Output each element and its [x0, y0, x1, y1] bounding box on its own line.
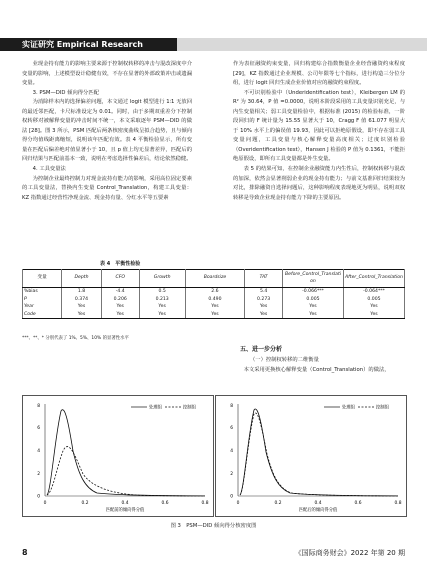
x-tick-label: 0.6: [354, 501, 362, 506]
table-row: [23, 311, 405, 319]
density-svg-before: [23, 396, 213, 516]
table-cell: Yes: [344, 303, 405, 311]
table-cell: 0.213: [139, 296, 185, 304]
curve-treated-after: [240, 409, 398, 496]
table-cell: 0.005: [344, 296, 405, 304]
curve-control-before: [47, 447, 205, 496]
table-cell: Yes: [185, 311, 245, 319]
table-cell: %bias: [23, 288, 62, 296]
table-cell: Yes: [283, 303, 344, 311]
y-tick-label: 2: [37, 472, 40, 477]
table-cell: -0.064***: [344, 288, 405, 296]
table-cell: 5.4: [245, 288, 283, 296]
table-cell: Code: [23, 311, 62, 319]
y-tick-label: 0: [230, 494, 233, 500]
table-cell: 2.6: [185, 288, 245, 296]
table-cell: Yes: [245, 311, 283, 319]
right-column: [233, 60, 405, 203]
y-tick-label: 4: [230, 449, 233, 454]
x-tick-label: 0.4: [314, 501, 322, 506]
curve-control-after: [240, 413, 398, 496]
table-cell: 0.490: [185, 296, 245, 304]
y-tick-label: 2: [230, 472, 233, 477]
table-cell: Yes: [344, 311, 405, 319]
x-tick-label: 0: [236, 501, 240, 506]
right-para-3: 表 5 的结果可知，在控制企业融资能力内生性后，控制权转移与混改的加深，依然会显著削弱企业的现金持有能力；与前文基准回归结果较为对比，排除融资自选择问题后，这种影响程度表现地更为明显，说明双权转移是导致企业现金持有能力下降的主要原因。: [233, 166, 405, 201]
table-cell: Yes: [101, 303, 139, 311]
table-cell: -0.066***: [283, 288, 344, 296]
left-subtitle-iv: 4. 工具变量法: [32, 166, 66, 173]
table-cell: 0.5: [139, 288, 185, 296]
table-cell: 0.273: [245, 296, 283, 304]
table-header: Before_Control_Translation: [283, 270, 344, 288]
curve-treated-before: [47, 410, 205, 496]
table-note: ***、**、* 分别代表了 1%、5%、10% 的显著性水平: [22, 336, 129, 341]
density-plot-before: [22, 395, 214, 517]
section-para-text: 本文采用更换核心解释变量（Control_Translation）的做法，: [243, 367, 390, 373]
left-subtitle-psm: 3. PSM—DID 倾向得分匹配: [32, 89, 99, 96]
table-row: [23, 288, 405, 296]
table-row: [23, 303, 405, 311]
section-subheading: （一）控制权转移的二维衡量: [250, 357, 319, 363]
table-cell: Yes: [101, 311, 139, 319]
table-cell: P: [23, 296, 62, 304]
table-cell: Yes: [185, 303, 245, 311]
section-label: 实证研究 Empirical Research: [22, 40, 143, 49]
table-header: CFO: [101, 270, 139, 288]
density-plot-after: [215, 395, 407, 517]
figure-caption: 图 3 PSM—DID 倾向得分核密度图: [170, 523, 257, 529]
x-tick-label: 0.8: [201, 501, 209, 506]
journal-name: 《国际商务财会》2022 年第 20 期: [294, 549, 405, 557]
x-tick-label: 0.4: [121, 501, 129, 506]
x-tick-label: 0.6: [161, 501, 169, 506]
y-tick-label: 8: [37, 404, 40, 409]
table-cell: Yes: [139, 311, 185, 319]
left-column: [22, 60, 192, 203]
table-caption: 表 4 平衡性检验: [100, 261, 141, 267]
left-para-3: 为控制企业最终控制力对现金流持有能力的影响，采用高位固定要素的工具变量法，替换内生变量 Control_Translation，构建工具变量：KZ 指数通过经营性净现金流、现金持有量、分红水平等五要素: [22, 175, 192, 201]
y-tick-label: 4: [37, 449, 40, 454]
table-header-row: [23, 270, 405, 288]
x-tick-label: 0.2: [81, 501, 89, 506]
x-axis-label: 匹配前的倾向得分值: [105, 508, 145, 513]
table-cell: 0.005: [283, 296, 344, 304]
y-tick-label: 6: [37, 426, 40, 431]
y-tick-label: 0: [37, 494, 40, 500]
table-cell: Year: [23, 303, 62, 311]
table-cell: Yes: [62, 311, 102, 319]
table-cell: Yes: [245, 303, 283, 311]
legend-label: 控制组: [376, 405, 389, 411]
x-tick-label: 0.2: [274, 501, 282, 506]
table-header: Boardsize: [185, 270, 245, 288]
table-header: Growth: [139, 270, 185, 288]
legend-label: 处理组: [149, 405, 162, 411]
page-number: 8: [22, 548, 28, 557]
table-cell: -4.4: [101, 288, 139, 296]
table-header: 变量: [23, 270, 62, 288]
left-para-2: 为消除样本内的选择偏差问题，本文通过 logit 模型进行 1∶1 无放回的最近邻匹配，卡尺标准设定为 0.01。同时，由于多期双重差分下控制权转移对被解释变量的冲击时间不统一，本文采取逐年 PSM—DID 的做法 [28]。图 3 所示，PSM 匹配后两条核密度曲线呈拟合趋势，且与倾向得分均值线距离缩短，说明该年匹配有效。表 4 平衡检验显示，所有变量在匹配后偏差绝对值显著小于 10，且 p 值上均无显著差异，匹配后的回归结果与匹配前基本一致，说明在考虑选择性偏差后，结论依然稳健。: [22, 99, 192, 163]
table-cell: 1.8: [62, 288, 102, 296]
x-tick-label: 0: [43, 501, 47, 506]
x-tick-label: 0.8: [394, 501, 402, 506]
table-row: [23, 296, 405, 304]
balance-test-table: [22, 269, 405, 319]
left-para-1: 业现金持有能力的影响主要来源于控制权转移的冲击与混改深度中介变量的影响，上述模型设计稳健有效，不存在显著的外部政策冲击或遗漏变量。: [22, 61, 192, 87]
section-paragraph: [233, 366, 403, 376]
y-tick-label: 6: [230, 426, 233, 431]
x-axis-label: 匹配后的倾向得分值: [298, 508, 338, 513]
legend-label: 处理组: [342, 405, 355, 411]
table-header: After_Control_Translation: [344, 270, 405, 288]
legend-label: 控制组: [183, 405, 196, 411]
y-tick-label: 8: [230, 404, 233, 409]
section-heading: 五、进一步分析: [240, 346, 283, 353]
table-header: Depth: [62, 270, 102, 288]
table-cell: Yes: [139, 303, 185, 311]
density-svg-after: [216, 396, 406, 516]
right-para-1: 作为表征融资约束变量，回归构建综合指数衡量企业经营融资约束程度 [29]，KZ 指数通过企业规模、公司年限等七个指标，进行构造三分位分组，进行 logit 回归生成企业价值对应的融资约束程度。: [233, 61, 405, 87]
table-cell: 0.374: [62, 296, 102, 304]
table-cell: Yes: [283, 311, 344, 319]
table-cell: 0.206: [101, 296, 139, 304]
right-para-2: 不可识别检验中（Underidentification test），Kleibergen LM 的 R² 为 30.64，P 值 =0.0000，说明本阶段采用的工具变量识别充足，与内生变量相关；弱工具变量检验中，根据标准 (2015) 的检验标准，一阶段回归的 F 统计量为 15.55 显著大于 10，Cragg F 值 61.077 明显大于 10% 水平上的偏误值 19.93，因此可以拒绝原假设，即不存在弱工具变量问题，工具变量与核心解释变量高度相关；过度识别检验（Overidentification test），Hansen J 检验的 P 值为 0.1361，不能拒绝原假设，即所有工具变量都是外生变量。: [233, 89, 405, 163]
table-header: TAT: [245, 270, 283, 288]
table-cell: Yes: [62, 303, 102, 311]
